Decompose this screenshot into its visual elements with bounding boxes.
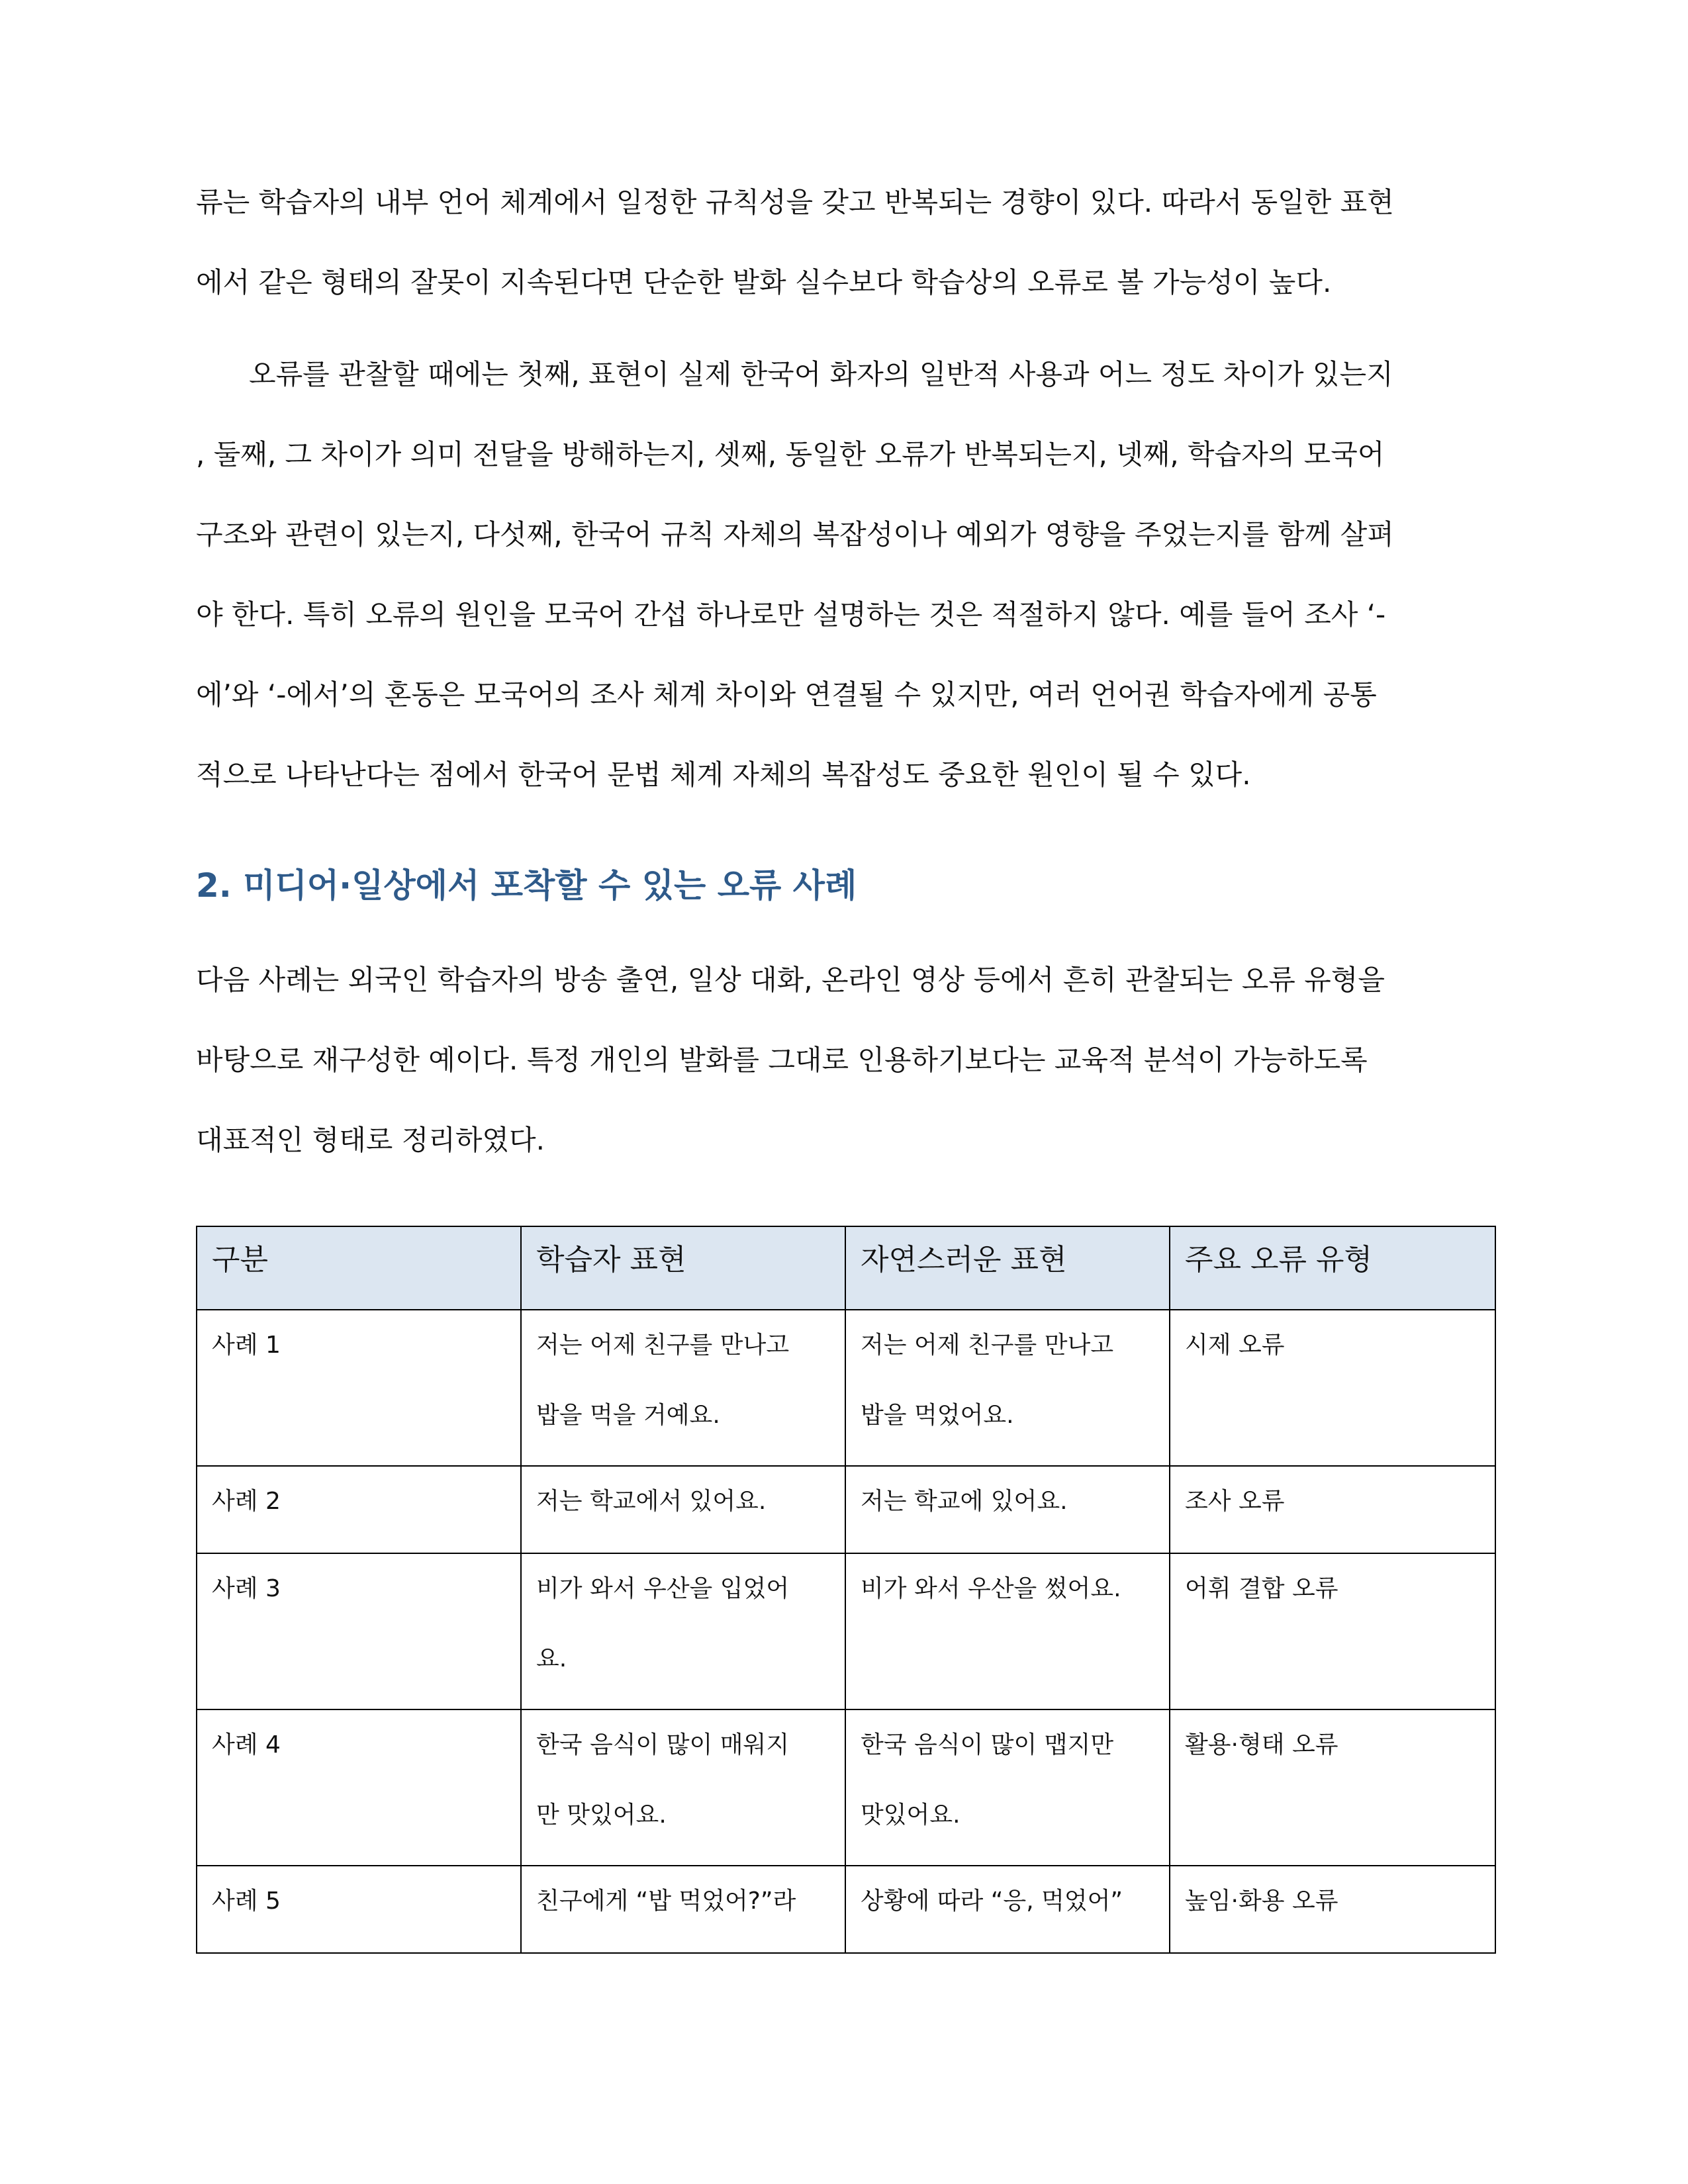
error-type: 시제 오류 <box>1170 1310 1495 1466</box>
learner-expression <box>521 1866 845 1953</box>
case-label: 사례 2 <box>197 1466 521 1553</box>
cell-line: 만 맛있어요. <box>536 1801 667 1829</box>
cell-line: 맛있어요. <box>861 1801 961 1829</box>
header-category: 구분 <box>197 1226 521 1310</box>
table-row <box>197 1709 1495 1866</box>
section-heading: 2. 미디어·일상에서 포착할 수 있는 오류 사례 <box>196 866 857 905</box>
cell-line: 저는 학교에 있어요. <box>861 1488 1068 1515</box>
cell-line: 상황에 따라 “응, 먹었어” <box>861 1888 1123 1915</box>
case-label: 사례 1 <box>197 1310 521 1466</box>
header-natural-expression: 자연스러운 표현 <box>845 1226 1170 1310</box>
text-line: 적으로 나타난다는 점에서 한국어 문법 체계 자체의 복잡성도 중요한 원인이 될 수 있다. <box>196 758 1251 791</box>
cell-line: 비가 와서 우산을 썼어요. <box>861 1575 1121 1602</box>
learner-expression <box>521 1553 845 1709</box>
table-row <box>197 1553 1495 1709</box>
cell-line: 요. <box>536 1645 567 1672</box>
paragraph-case-intro <box>196 940 1495 1180</box>
natural-expression <box>845 1466 1170 1553</box>
error-type: 높임·화용 오류 <box>1170 1866 1495 1953</box>
natural-expression <box>845 1866 1170 1953</box>
natural-expression <box>845 1310 1170 1466</box>
text-line: 오류를 관찰할 때에는 첫째, 표현이 실제 한국어 화자의 일반적 사용과 어느 정도 차이가 있는지 <box>249 358 1393 390</box>
paragraph-observation-criteria <box>196 334 1495 815</box>
error-type: 조사 오류 <box>1170 1466 1495 1553</box>
cell-line: 비가 와서 우산을 입었어 <box>536 1575 790 1602</box>
case-label: 사례 4 <box>197 1709 521 1866</box>
natural-expression <box>845 1553 1170 1709</box>
error-type: 어휘 결합 오류 <box>1170 1553 1495 1709</box>
table-row <box>197 1466 1495 1553</box>
text-line: 류는 학습자의 내부 언어 체계에서 일정한 규칙성을 갖고 반복되는 경향이 있다. 따라서 동일한 표현 <box>196 186 1394 218</box>
table-header-row <box>197 1226 1495 1310</box>
cell-line: 저는 어제 친구를 만나고 <box>861 1332 1114 1359</box>
learner-expression <box>521 1310 845 1466</box>
paragraph-error-regularity <box>196 162 1495 322</box>
learner-expression <box>521 1709 845 1866</box>
text-line: 야 한다. 특히 오류의 원인을 모국어 간섭 하나로만 설명하는 것은 적절하지 않다. 예를 들어 조사 ‘- <box>196 598 1386 631</box>
table-row <box>197 1310 1495 1466</box>
text-line: 바탕으로 재구성한 예이다. 특정 개인의 발화를 그대로 인용하기보다는 교육적 분석이 가능하도록 <box>196 1044 1368 1076</box>
cell-line: 밥을 먹었어요. <box>861 1402 1014 1429</box>
text-line: 에’와 ‘-에서’의 혼동은 모국어의 조사 체계 차이와 연결될 수 있지만, 여러 언어권 학습자에게 공통 <box>196 678 1377 711</box>
text-line: , 둘째, 그 차이가 의미 전달을 방해하는지, 셋째, 동일한 오류가 반복되는지, 넷째, 학습자의 모국어 <box>196 438 1385 471</box>
text-line: 에서 같은 형태의 잘못이 지속된다면 단순한 발화 실수보다 학습상의 오류로 볼 가능성이 높다. <box>196 266 1332 298</box>
text-line: 다음 사례는 외국인 학습자의 방송 출연, 일상 대화, 온라인 영상 등에서 흔히 관찰되는 오류 유형을 <box>196 964 1385 996</box>
case-label: 사례 3 <box>197 1553 521 1709</box>
cell-line: 밥을 먹을 거예요. <box>536 1402 720 1429</box>
text-line: 대표적인 형태로 정리하였다. <box>196 1124 545 1156</box>
cell-line: 저는 학교에서 있어요. <box>536 1488 767 1515</box>
natural-expression <box>845 1709 1170 1866</box>
cell-line: 친구에게 “밥 먹었어?”라 <box>536 1888 796 1915</box>
table-row <box>197 1866 1495 1953</box>
header-error-type: 주요 오류 유형 <box>1170 1226 1495 1310</box>
error-cases-table <box>196 1226 1496 1954</box>
text-line: 구조와 관련이 있는지, 다섯째, 한국어 규칙 자체의 복잡성이나 예외가 영향을 주었는지를 함께 살펴 <box>196 518 1394 551</box>
cell-line: 한국 음식이 많이 맵지만 <box>861 1731 1114 1758</box>
learner-expression <box>521 1466 845 1553</box>
error-type: 활용·형태 오류 <box>1170 1709 1495 1866</box>
cell-line: 저는 어제 친구를 만나고 <box>536 1332 790 1359</box>
case-label: 사례 5 <box>197 1866 521 1953</box>
header-learner-expression: 학습자 표현 <box>521 1226 845 1310</box>
cell-line: 한국 음식이 많이 매워지 <box>536 1731 790 1758</box>
